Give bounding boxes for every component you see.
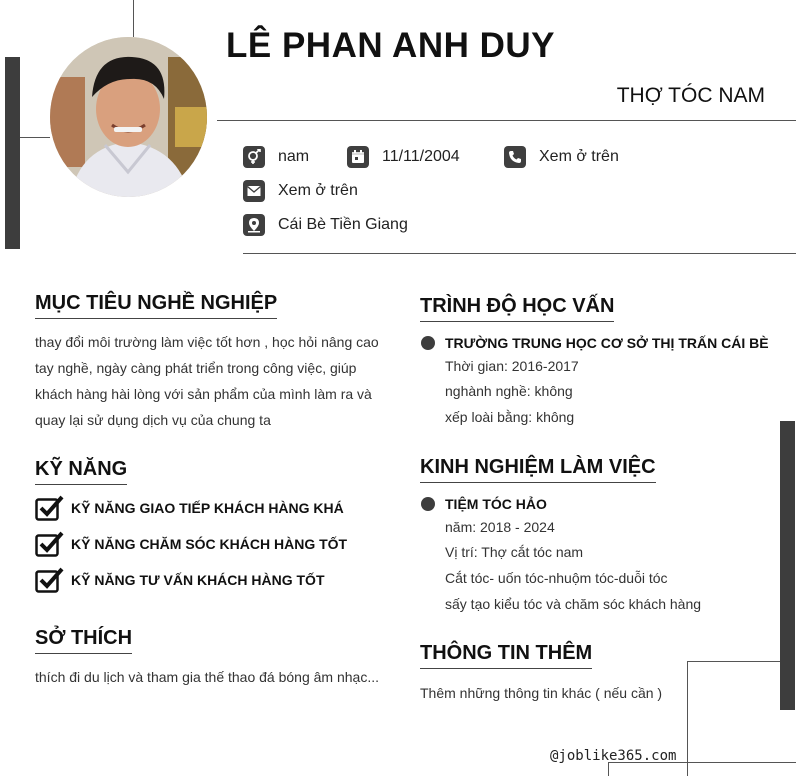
education-bullet bbox=[421, 336, 435, 350]
education-detail: Thời gian: 2016-2017 bbox=[445, 358, 579, 374]
hobbies-text: thích đi du lịch và tham gia thế thao đá bóng âm nhạc... bbox=[35, 669, 379, 685]
experience-title: KINH NGHIỆM LÀM VIỆC bbox=[420, 456, 656, 483]
right-dark-bar bbox=[780, 421, 795, 710]
education-detail: xếp loài bằng: không bbox=[445, 409, 575, 425]
bottom-frame-inner-line bbox=[608, 762, 609, 776]
watermark: @joblike365.com bbox=[550, 748, 677, 764]
skill-item bbox=[35, 495, 344, 521]
education-title: TRÌNH ĐỘ HỌC VẤN bbox=[420, 295, 614, 322]
experience-detail: năm: 2018 - 2024 bbox=[445, 519, 555, 535]
avatar-photo-illustration bbox=[50, 37, 207, 197]
extra-info-title: THÔNG TIN THÊM bbox=[420, 642, 592, 669]
career-goal-line: thay đổi môi trường làm việc tốt hơn , học hỏi nâng cao bbox=[35, 334, 379, 350]
left-dark-bar bbox=[5, 57, 20, 249]
career-goal-text bbox=[35, 329, 380, 433]
gender-icon bbox=[243, 146, 265, 168]
education-detail: nghành nghề: không bbox=[445, 383, 573, 399]
skill-item bbox=[35, 567, 325, 593]
left-connector-line bbox=[20, 137, 50, 138]
avatar bbox=[50, 37, 207, 197]
contact-email bbox=[243, 180, 358, 202]
skill-label: KỸ NĂNG GIAO TIẾP KHÁCH HÀNG KHÁ bbox=[71, 500, 344, 516]
skills-title: KỸ NĂNG bbox=[35, 458, 127, 485]
address-value: Cái Bè Tiền Giang bbox=[278, 216, 408, 233]
top-vertical-line bbox=[133, 0, 134, 37]
full-name: LÊ PHAN ANH DUY bbox=[226, 26, 555, 65]
experience-detail: sấy tạo kiểu tóc và chăm sóc khách hàng bbox=[445, 596, 702, 612]
calendar-icon bbox=[347, 146, 369, 168]
checkbox-checked-icon bbox=[35, 567, 64, 593]
phone-icon bbox=[504, 146, 526, 168]
experience-detail: Vị trí: Thợ cắt tóc nam bbox=[445, 544, 584, 560]
job-title: THỢ TÓC NAM bbox=[616, 84, 765, 107]
header-divider-line bbox=[217, 120, 796, 121]
checkbox-checked-icon bbox=[35, 531, 64, 557]
contact-address bbox=[243, 214, 408, 236]
hobbies-title: SỞ THÍCH bbox=[35, 627, 132, 654]
company-name: TIỆM TÓC HẢO bbox=[445, 496, 547, 512]
contact-phone bbox=[504, 146, 619, 168]
skill-label: KỸ NĂNG CHĂM SÓC KHÁCH HÀNG TỐT bbox=[71, 536, 348, 552]
contact-gender bbox=[243, 146, 309, 168]
extra-info-text: Thêm những thông tin khác ( nếu cần ) bbox=[420, 685, 663, 701]
birthday-value: 11/11/2004 bbox=[382, 148, 460, 165]
gender-value: nam bbox=[278, 148, 310, 165]
career-goal-line: tay nghề, ngày càng phát triển trong công việc, giúp bbox=[35, 360, 357, 376]
career-goal-line: khách hàng hài lòng với sản phẩm của mình làm ra và bbox=[35, 386, 372, 402]
bottom-frame-left-line bbox=[687, 661, 688, 776]
email-value: Xem ở trên bbox=[278, 182, 358, 199]
contact-divider-line bbox=[243, 253, 796, 254]
mail-icon bbox=[243, 180, 265, 202]
bottom-frame-top-line bbox=[687, 661, 780, 662]
contact-birthday bbox=[347, 146, 460, 168]
experience-detail: Cắt tóc- uốn tóc-nhuộm tóc-duỗi tóc bbox=[445, 570, 668, 586]
career-goal-line: quay lại sử dụng dịch vụ của chung ta bbox=[35, 412, 271, 428]
phone-value: Xem ở trên bbox=[539, 148, 619, 165]
experience-bullet bbox=[421, 497, 435, 511]
skill-item bbox=[35, 531, 347, 557]
checkbox-checked-icon bbox=[35, 495, 64, 521]
career-goal-title: MỤC TIÊU NGHỀ NGHIỆP bbox=[35, 292, 277, 319]
location-pin-icon bbox=[243, 214, 265, 236]
skill-label: KỸ NĂNG TƯ VẤN KHÁCH HÀNG TỐT bbox=[71, 572, 325, 588]
school-name: TRƯỜNG TRUNG HỌC CƠ SỞ THỊ TRẤN CÁI BÈ bbox=[445, 335, 769, 351]
